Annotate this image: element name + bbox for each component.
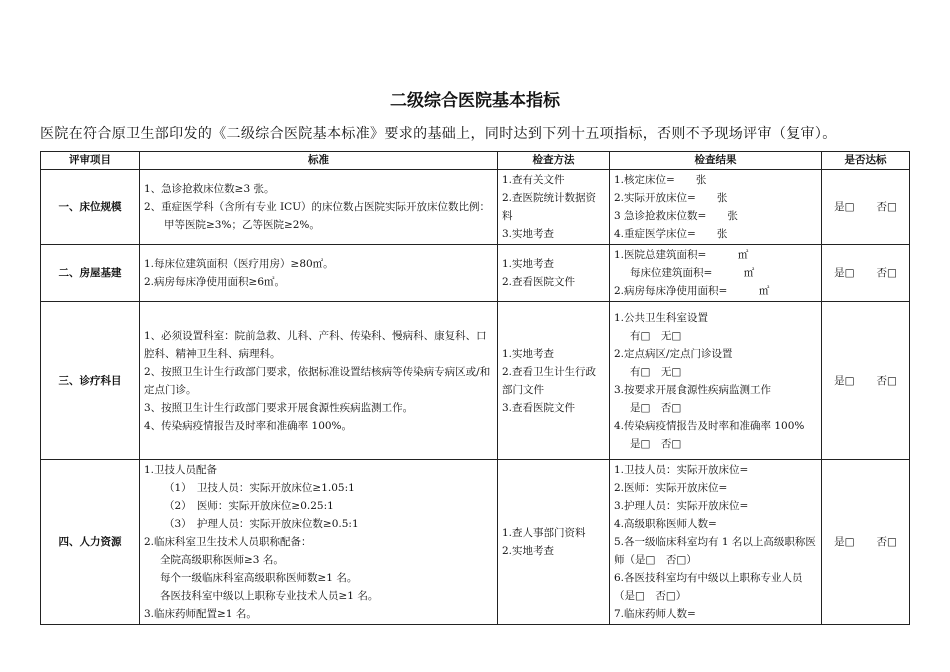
result-line: 7.临床药师人数= — [614, 608, 696, 620]
standard-line: 全院高级职称医师≥3 名。 — [160, 554, 284, 566]
row-method — [498, 302, 610, 460]
row-standard — [140, 245, 498, 302]
standard-line: （2） 医师：实际开放床位≥0.25:1 — [164, 500, 334, 512]
row-pass — [822, 460, 910, 625]
table-row — [41, 245, 910, 302]
row-standard — [140, 170, 498, 245]
method-line: 3.实地考查 — [502, 228, 555, 240]
result-line: 4.传染病疫情报告及时率和准确率 100% — [614, 419, 805, 432]
result-line: 2.病房每床净使用面积= ㎡ — [614, 285, 770, 297]
standard-line: 3.临床药师配置≥1 名。 — [144, 608, 257, 620]
result-line: 有□ 无□ — [630, 329, 682, 342]
pass-no-checkbox[interactable]: 否□ — [876, 536, 897, 548]
row-standard — [140, 302, 498, 460]
method-line: 2.实地考查 — [502, 545, 555, 557]
row-item: 三、诊疗科目 — [41, 302, 140, 460]
result-line: 3.按要求开展食源性疾病监测工作 — [614, 383, 772, 396]
result-line: 是□ 否□ — [630, 401, 682, 414]
result-line: 2.医师：实际开放床位= — [614, 482, 728, 494]
row-result — [610, 460, 822, 625]
result-line: 5.各一级临床科室均有 1 名以上高级职称医师（是□ 否□） — [614, 536, 816, 566]
row-item: 一、床位规模 — [41, 170, 140, 245]
row-item: 二、房屋基建 — [41, 245, 140, 302]
method-line: 1.实地考查 — [502, 258, 555, 270]
method-line: 2.查看卫生计生行政部门文件 — [502, 365, 597, 396]
pass-yes-checkbox[interactable]: 是□ — [834, 536, 855, 548]
header-method: 检查方法 — [498, 152, 610, 170]
table-row — [41, 302, 910, 460]
pass-no-checkbox[interactable]: 否□ — [876, 201, 897, 213]
row-pass — [822, 170, 910, 245]
standards-table — [40, 151, 910, 625]
row-result — [610, 302, 822, 460]
standard-line: （3） 护理人员：实际开放床位数≥0.5:1 — [164, 518, 359, 530]
standard-line: 4、传染病疫情报告及时率和准确率 100%。 — [144, 419, 353, 432]
result-line: 4.重症医学床位= 张 — [614, 228, 728, 240]
method-line: 3.查看医院文件 — [502, 401, 576, 414]
pass-no-checkbox[interactable]: 否□ — [876, 374, 897, 387]
method-line: 1.实地考查 — [502, 347, 555, 360]
standard-line: 1、必须设置科室：院前急救、儿科、产科、传染科、慢病科、康复科、口腔科、精神卫生科、病理科。 — [144, 329, 487, 360]
row-method — [498, 245, 610, 302]
standard-line: 各医技科室中级以上职称专业技术人员≥1 名。 — [160, 590, 379, 602]
standard-line: 2.病房每床净使用面积≥6㎡。 — [144, 276, 285, 288]
table-row — [41, 170, 910, 245]
page-title: 二级综合医院基本指标 — [390, 91, 560, 111]
intro-text: 医院在符合原卫生部印发的《二级综合医院基本标准》要求的基础上，同时达到下列十五项指标，否则不予现场评审（复审）。 — [40, 126, 837, 142]
row-pass — [822, 302, 910, 460]
header-standard: 标准 — [140, 152, 498, 170]
result-line: 4.高级职称医师人数= — [614, 518, 717, 530]
row-method — [498, 170, 610, 245]
standard-line: 每个一级临床科室高级职称医师数≥1 名。 — [160, 572, 358, 584]
row-result — [610, 245, 822, 302]
result-line: 1.公共卫生科室设置 — [614, 311, 709, 324]
result-line: 1.核定床位= 张 — [614, 174, 707, 186]
result-line: 1.医院总建筑面积= ㎡ — [614, 249, 749, 261]
standard-line: 1.卫技人员配备 — [144, 464, 218, 476]
header-result: 检查结果 — [610, 152, 822, 170]
standard-line: 1.每床位建筑面积（医疗用房）≥80㎡。 — [144, 258, 334, 270]
standard-line: 1、急诊抢救床位数≥3 张。 — [144, 183, 275, 195]
table-header-row — [41, 152, 910, 170]
standard-line: 2.临床科室卫生技术人员职称配备： — [144, 536, 312, 548]
header-review-item: 评审项目 — [41, 152, 140, 170]
result-line: 3.护理人员：实际开放床位= — [614, 500, 749, 512]
pass-no-checkbox[interactable]: 否□ — [876, 267, 897, 279]
result-line: 每床位建筑面积= ㎡ — [630, 267, 755, 279]
table-row — [41, 460, 910, 625]
row-method — [498, 460, 610, 625]
result-line: 是□ 否□ — [630, 437, 682, 450]
result-line: 1.卫技人员：实际开放床位= — [614, 464, 749, 476]
header-pass: 是否达标 — [822, 152, 910, 170]
standard-line: （1） 卫技人员：实际开放床位≥1.05:1 — [164, 482, 355, 494]
result-line: 2.定点病区/定点门诊设置 — [614, 347, 733, 360]
result-line: 3 急诊抢救床位数= 张 — [614, 210, 738, 222]
method-line: 1.查人事部门资料 — [502, 527, 586, 539]
row-result — [610, 170, 822, 245]
result-line: 有□ 无□ — [630, 365, 682, 378]
row-standard — [140, 460, 498, 625]
pass-yes-checkbox[interactable]: 是□ — [834, 267, 855, 279]
method-line: 1.查有关文件 — [502, 174, 565, 186]
standard-line: 2、按照卫生计生行政部门要求，依据标准设置结核病等传染病专病区或/和定点门诊。 — [144, 365, 491, 396]
method-line: 2.查医院统计数据资料 — [502, 192, 597, 222]
pass-yes-checkbox[interactable]: 是□ — [834, 201, 855, 213]
row-pass — [822, 245, 910, 302]
standard-line: 3、按照卫生计生行政部门要求开展食源性疾病监测工作。 — [144, 401, 414, 414]
result-line: 2.实际开放床位= 张 — [614, 192, 728, 204]
pass-yes-checkbox[interactable]: 是□ — [834, 374, 855, 387]
method-line: 2.查看医院文件 — [502, 276, 576, 288]
result-line: 6.各医技科室均有中级以上职称专业人员（是□ 否□） — [614, 572, 803, 602]
standard-line: 甲等医院≥3%；乙等医院≥2%。 — [164, 219, 320, 231]
standard-line: 2、重症医学科（含所有专业 ICU）的床位数占医院实际开放床位数比例： — [144, 201, 491, 213]
row-item: 四、人力资源 — [41, 460, 140, 625]
